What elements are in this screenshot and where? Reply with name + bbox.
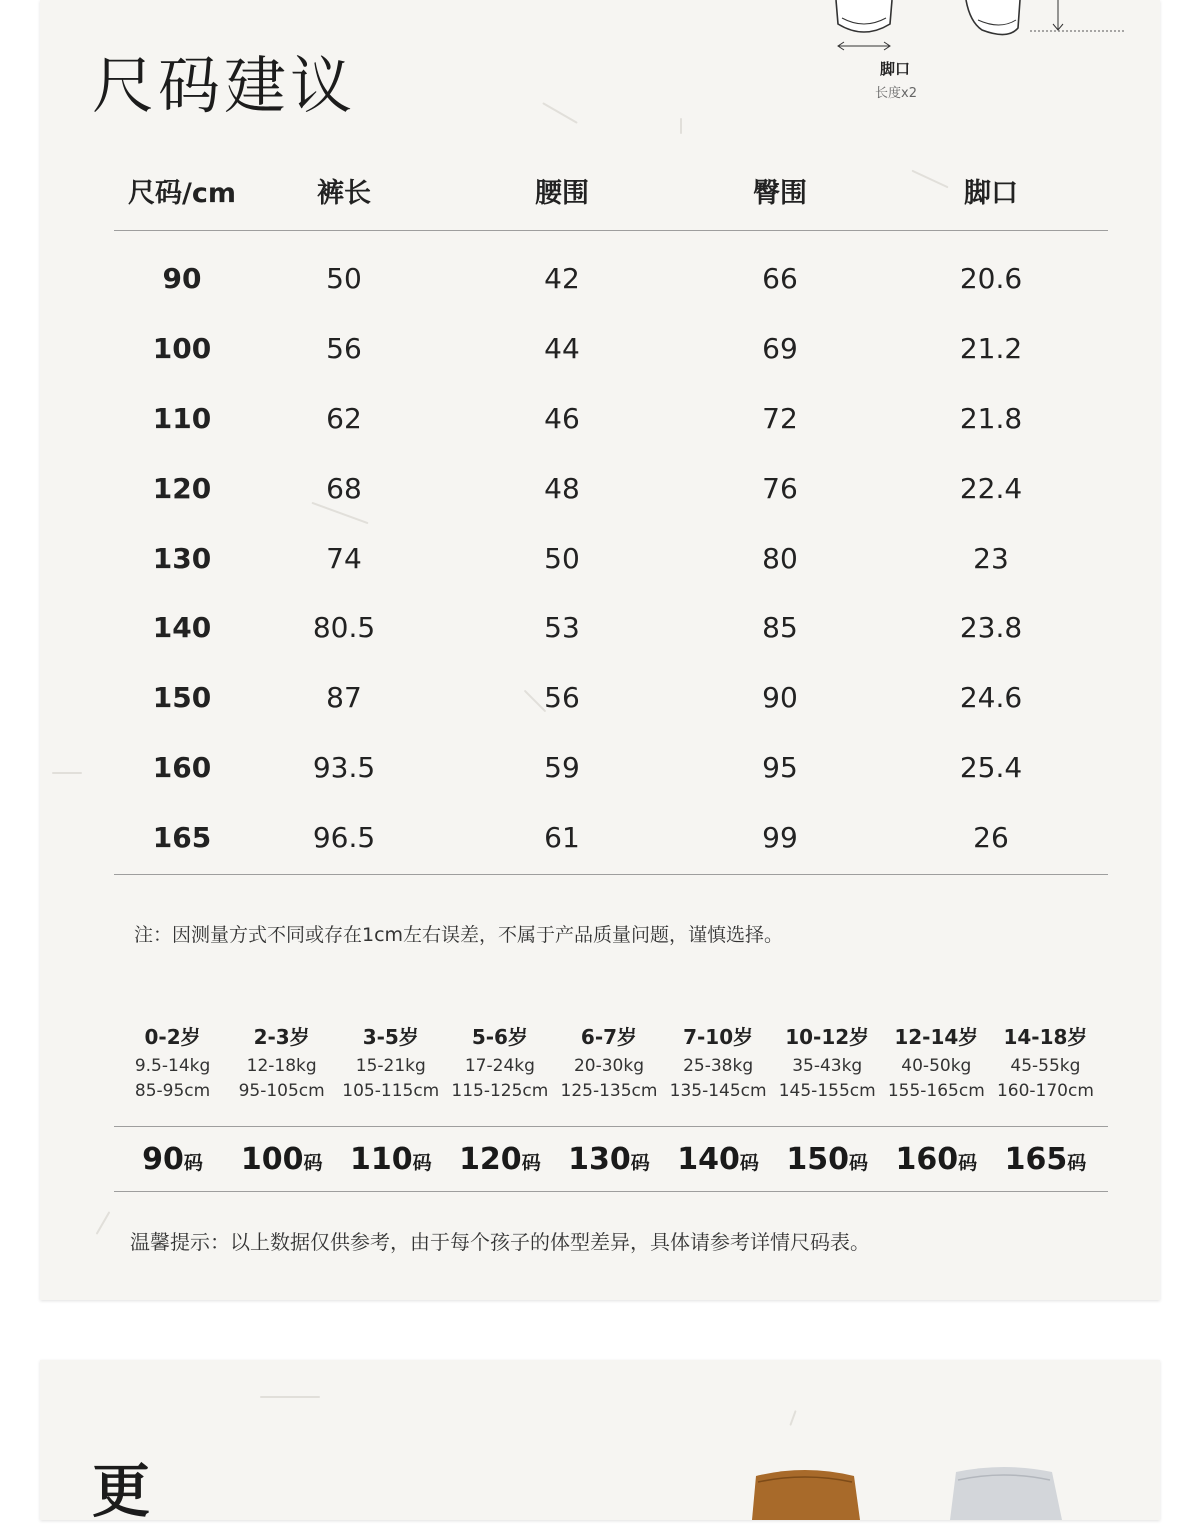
size-code — [773, 1142, 882, 1177]
leg-opening-cell: 21.8 — [959, 401, 1023, 435]
age-guide — [118, 1020, 1100, 1104]
waist-cell: 61 — [544, 820, 580, 854]
age-range: 5-6岁 — [471, 1025, 528, 1049]
pants-cuff-illustration — [820, 0, 1140, 110]
length-cell: 96.5 — [312, 820, 376, 854]
age-guide-item — [336, 1020, 445, 1104]
age-range: 14-18岁 — [1003, 1025, 1088, 1049]
leg-opening-cell: 20.6 — [959, 262, 1023, 296]
table-row — [114, 523, 1108, 593]
paper-texture — [789, 1410, 796, 1426]
age-range: 6-7岁 — [580, 1025, 638, 1049]
waist-cell: 53 — [544, 611, 580, 645]
leg-opening-diagram — [820, 0, 1140, 110]
waist-cell: 59 — [544, 750, 580, 784]
size-code-number: 120 — [459, 1141, 522, 1177]
hip-cell: 66 — [762, 262, 798, 296]
size-code-unit: 码 — [1067, 1151, 1087, 1174]
table-row — [114, 802, 1108, 872]
height-range: 85-95cm — [134, 1081, 211, 1101]
size-code-row — [114, 1126, 1108, 1192]
age-guide-item — [118, 1020, 227, 1104]
size-code-number: 160 — [895, 1141, 959, 1177]
size-code-unit: 码 — [739, 1151, 759, 1174]
size-code-number: 90 — [142, 1141, 184, 1177]
leg-opening-cell: 23 — [973, 541, 1009, 575]
waist-cell: 46 — [544, 401, 580, 435]
leg-opening-cell: 23.8 — [959, 611, 1023, 645]
size-code — [445, 1142, 554, 1177]
hip-cell: 95 — [762, 750, 798, 784]
hip-cell: 90 — [762, 681, 798, 715]
diagram-label: 脚口 — [880, 60, 911, 78]
age-range: 2-3岁 — [253, 1025, 310, 1049]
age-guide-item — [664, 1020, 773, 1104]
size-code-unit: 码 — [183, 1151, 203, 1174]
warm-tip: 温馨提示：以上数据仅供参考，由于每个孩子的体型差异，具体请参考详情尺码表。 — [130, 1230, 870, 1254]
header-waist: 腰围 — [535, 177, 589, 209]
weight-range: 9.5-14kg — [134, 1056, 211, 1076]
size-code-unit: 码 — [958, 1151, 978, 1174]
age-guide-item — [445, 1020, 554, 1104]
paper-texture — [260, 1396, 320, 1398]
size-cell: 90 — [162, 262, 202, 296]
paper-texture — [680, 118, 682, 134]
height-range: 160-170cm — [996, 1081, 1094, 1101]
length-cell: 62 — [326, 401, 362, 435]
size-code-number: 110 — [349, 1141, 413, 1177]
age-guide-item — [227, 1020, 336, 1104]
table-row — [114, 593, 1108, 663]
table-row — [114, 453, 1108, 523]
size-code-number: 150 — [786, 1141, 850, 1177]
weight-range: 25-38kg — [683, 1056, 754, 1076]
waist-cell: 48 — [544, 471, 580, 505]
table-body — [114, 231, 1108, 875]
size-cell: 100 — [152, 332, 212, 366]
height-range: 95-105cm — [238, 1081, 325, 1101]
hip-cell: 76 — [762, 471, 798, 505]
more-section-title: 更 — [92, 1457, 151, 1525]
size-cell: 150 — [152, 681, 212, 715]
size-code-unit: 码 — [521, 1151, 541, 1174]
more-products-card — [40, 1360, 1160, 1525]
size-code-unit: 码 — [849, 1151, 869, 1174]
size-cell: 140 — [152, 611, 212, 645]
diagram-sub-label: 长度x2 — [875, 86, 917, 101]
size-code-number: 165 — [1004, 1141, 1068, 1177]
size-code — [991, 1142, 1100, 1177]
height-range: 105-115cm — [342, 1081, 440, 1101]
size-code-unit: 码 — [412, 1151, 432, 1174]
header-leg-opening: 脚口 — [964, 177, 1018, 209]
brown-pants-thumbnail[interactable] — [740, 1460, 870, 1520]
size-code — [554, 1142, 663, 1177]
weight-range: 35-43kg — [792, 1056, 863, 1076]
height-range: 125-135cm — [560, 1081, 658, 1101]
age-range: 12-14岁 — [894, 1025, 979, 1049]
weight-range: 45-55kg — [1010, 1056, 1081, 1076]
paper-texture — [542, 102, 578, 124]
size-code — [227, 1142, 336, 1177]
size-cell: 165 — [152, 820, 212, 854]
weight-range: 15-21kg — [355, 1056, 426, 1076]
leg-opening-cell: 21.2 — [959, 332, 1023, 366]
height-range: 145-155cm — [778, 1081, 876, 1101]
age-guide-item — [773, 1020, 882, 1104]
size-cell: 160 — [152, 750, 212, 784]
length-cell: 93.5 — [312, 750, 376, 784]
table-row — [114, 384, 1108, 454]
length-cell: 80.5 — [312, 611, 376, 645]
size-code-number: 100 — [240, 1141, 304, 1177]
age-guide-item — [554, 1020, 663, 1104]
header-hip: 臀围 — [753, 177, 807, 209]
leg-opening-cell: 26 — [973, 820, 1009, 854]
size-guide-card — [40, 0, 1160, 1300]
table-row — [114, 314, 1108, 384]
weight-range: 17-24kg — [464, 1056, 535, 1076]
size-code — [882, 1142, 991, 1177]
size-cell: 110 — [152, 401, 212, 435]
size-code-number: 130 — [568, 1141, 631, 1177]
header-size: 尺码/cm — [128, 177, 236, 209]
size-table — [114, 150, 1108, 875]
length-cell: 74 — [326, 541, 362, 575]
waist-cell: 42 — [544, 262, 580, 296]
height-range: 135-145cm — [669, 1081, 767, 1101]
size-code — [336, 1142, 445, 1177]
hip-cell: 85 — [762, 611, 798, 645]
length-cell: 68 — [326, 471, 362, 505]
measurement-note: 注：因测量方式不同或存在1cm左右误差，不属于产品质量问题，谨慎选择。 — [134, 924, 784, 946]
leg-opening-cell: 25.4 — [959, 750, 1023, 784]
length-cell: 87 — [326, 681, 362, 715]
weight-range: 20-30kg — [573, 1056, 645, 1076]
height-range: 155-165cm — [887, 1081, 985, 1101]
hip-cell: 80 — [762, 541, 798, 575]
leg-opening-cell: 24.6 — [959, 681, 1023, 715]
length-cell: 50 — [326, 262, 362, 296]
table-row — [114, 244, 1108, 314]
size-code — [664, 1142, 773, 1177]
hip-cell: 99 — [762, 820, 798, 854]
age-range: 3-5岁 — [362, 1025, 419, 1049]
waist-cell: 50 — [544, 541, 580, 575]
grey-pants-thumbnail[interactable] — [940, 1460, 1070, 1520]
age-guide-item — [882, 1020, 991, 1104]
hip-cell: 72 — [762, 401, 798, 435]
age-guide-item — [991, 1020, 1100, 1104]
paper-texture — [96, 1211, 111, 1235]
hip-cell: 69 — [762, 332, 798, 366]
size-cell: 130 — [152, 541, 212, 575]
header-length: 裤长 — [317, 177, 371, 209]
age-range: 7-10岁 — [683, 1025, 754, 1049]
size-code-unit: 码 — [303, 1151, 323, 1174]
leg-opening-cell: 22.4 — [959, 471, 1023, 505]
waist-cell: 56 — [544, 681, 580, 715]
page-title: 尺码建议 — [92, 49, 357, 122]
size-code-unit: 码 — [630, 1151, 650, 1174]
length-cell: 56 — [326, 332, 362, 366]
age-range: 0-2岁 — [144, 1025, 201, 1049]
size-cell: 120 — [152, 471, 212, 505]
weight-range: 12-18kg — [246, 1056, 317, 1076]
waist-cell: 44 — [544, 332, 580, 366]
age-range: 10-12岁 — [785, 1025, 870, 1049]
size-code — [118, 1142, 227, 1177]
table-row — [114, 663, 1108, 733]
weight-range: 40-50kg — [901, 1056, 972, 1076]
table-row — [114, 733, 1108, 803]
size-code-number: 140 — [677, 1141, 740, 1177]
table-header — [114, 150, 1108, 231]
paper-texture — [52, 772, 82, 774]
height-range: 115-125cm — [451, 1081, 549, 1101]
